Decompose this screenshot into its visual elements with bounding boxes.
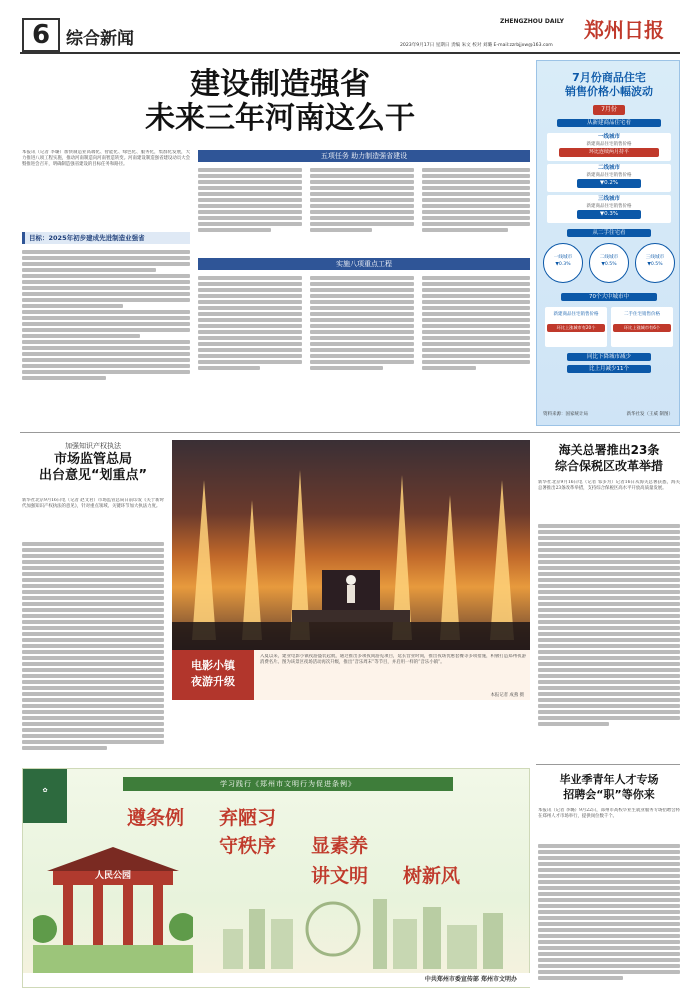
ip-lead: 新华社北京9月16日电（记者 赵文君）市场监管总局日前印发《关于新时代加强知识产权执法的意见》，针对重点领域、关键环节加大执法力度。 bbox=[22, 498, 164, 510]
main-body-col1 bbox=[22, 248, 190, 408]
right-divider bbox=[536, 764, 680, 765]
jobfair-headline-line1: 毕业季青年人才专场 bbox=[559, 773, 659, 786]
date-line: 2023年9月17日 星期日 责编 朱文 校对 刘璐 E-mail:zzrbjjxw@163.com bbox=[400, 43, 553, 48]
customs-body bbox=[538, 522, 680, 734]
main-body-col6 bbox=[310, 274, 414, 414]
page-number: 6 bbox=[22, 18, 60, 52]
infographic-title-line2: 销售价格小幅波动 bbox=[565, 85, 653, 98]
customs-headline bbox=[538, 442, 680, 474]
circle-tier1 bbox=[543, 243, 583, 283]
tier-list bbox=[547, 133, 671, 223]
tier3-card bbox=[547, 195, 671, 223]
main-headline bbox=[120, 68, 440, 136]
emblem-icon: ✿ bbox=[42, 787, 48, 794]
tier2-note: 新建商品住宅销售价格 bbox=[586, 173, 632, 178]
banner-top-line: 学习践行《郑州市文明行为促进条例》 bbox=[123, 777, 453, 791]
jobfair-headline-line2: 招聘会“职”等你来 bbox=[563, 788, 655, 801]
second-home-rise-card bbox=[611, 307, 673, 347]
section-heading-five-tasks: 五项任务 助力制造强省建设 bbox=[198, 150, 530, 162]
jobfair-lead: 本报讯（记者 李璐）9月22日，郑州市高校毕业生就业服务专场招聘会将在郑州人才市场举行，提供岗位数千个。 bbox=[538, 808, 680, 820]
park-gate-illustration bbox=[33, 829, 193, 979]
new-home-rise-card bbox=[545, 307, 607, 347]
circle-tier2 bbox=[589, 243, 629, 283]
night-tour-photo bbox=[172, 440, 530, 650]
stage-fireworks-illustration bbox=[172, 440, 530, 650]
seventy-cities-subheading: 70个大中城市中 bbox=[561, 293, 657, 301]
slogan-2: 弃陋习 bbox=[219, 807, 277, 829]
main-body-col4 bbox=[422, 166, 530, 256]
circle-tier2-label: 二线城市 bbox=[599, 255, 619, 260]
tier1-label: 一线城市 bbox=[597, 134, 620, 140]
new-home-rise-count: 环比上涨城市有20个 bbox=[547, 324, 605, 332]
second-hand-subheading: 从二手住宅看 bbox=[567, 229, 651, 237]
infographic-source: 资料来源：国家统计局 bbox=[543, 412, 588, 417]
circle-tier3-value: ▼0.5% bbox=[647, 262, 663, 267]
tier1-card bbox=[547, 133, 671, 161]
jobfair-body bbox=[538, 842, 680, 988]
infographic-title-line1: 7月份商品住宅 bbox=[572, 71, 646, 84]
ip-headline-line1: 市场监管总局 bbox=[53, 452, 132, 467]
slogan-6: 树新风 bbox=[403, 865, 461, 887]
infographic-credit: 新华社发（王威 制图） bbox=[626, 412, 673, 417]
masthead-en: ZHENGZHOU DAILY bbox=[500, 18, 564, 25]
masthead-logo: 郑州日报 bbox=[584, 18, 664, 42]
photo-caption-box bbox=[172, 650, 530, 700]
photo-caption-title-line1: 电影小镇 bbox=[191, 659, 235, 672]
new-home-rise-label: 新建商品住宅销售价格 bbox=[553, 312, 599, 317]
header-rule bbox=[20, 52, 680, 54]
goal-subheading: 目标：2025年初步建成先进制造业强省 bbox=[22, 232, 190, 244]
main-body-col2 bbox=[198, 166, 302, 256]
ip-kicker: 加强知识产权执法 bbox=[65, 442, 121, 450]
park-gate-sign: 人民公园 bbox=[94, 871, 131, 881]
tier3-label: 三线城市 bbox=[597, 196, 620, 202]
civilization-banner bbox=[22, 768, 530, 988]
customs-lead: 新华社北京9月16日电（记者 邹多为）记者16日从海关总署获悉，海关总署推出23条改革举措，支持综合保税区高水平开放高质量发展。 bbox=[538, 480, 680, 492]
circle-tier3-label: 三线城市 bbox=[645, 255, 665, 260]
tier2-card bbox=[547, 164, 671, 192]
tier3-badge: ▼0.3% bbox=[577, 210, 641, 219]
tier2-badge: ▼0.2% bbox=[577, 179, 641, 188]
ip-enforcement-article bbox=[22, 440, 164, 484]
slogan-1: 遵条例 bbox=[127, 807, 185, 829]
yoy-note-1: 同比下降城市减少 bbox=[567, 353, 651, 361]
ip-body bbox=[22, 540, 164, 760]
photo-byline: 本报记者 成燕 摄 bbox=[490, 693, 524, 698]
customs-headline-line2: 综合保税区改革举措 bbox=[554, 459, 663, 473]
second-home-rise-count: 环比上涨城市有6个 bbox=[613, 324, 671, 332]
new-home-subheading: 从新建商品住宅看 bbox=[557, 119, 661, 127]
tier1-note: 新建商品住宅销售价格 bbox=[586, 142, 632, 147]
main-lead: 本报讯（记者 李璐）加快制造业高端化、智能化、绿色化、服务化，集群化发展，大力推进八项工程实施，推动河南制造向河南智造转变。河南建设制造强省建设动员大会暨推进会召开，明确制造强省建设的目标任务和路径。 bbox=[22, 150, 190, 168]
section-heading-eight-projects: 实施八项重点工程 bbox=[198, 258, 530, 270]
main-body-col3 bbox=[310, 166, 414, 256]
customs-headline-line1: 海关总署推出23条 bbox=[558, 443, 660, 457]
city-skyline-illustration bbox=[223, 889, 523, 969]
banner-emblem bbox=[23, 769, 67, 823]
circle-tier3 bbox=[635, 243, 675, 283]
ip-headline-line2: 出台意见“划重点” bbox=[38, 468, 148, 483]
section-divider bbox=[20, 432, 680, 433]
tier3-note: 新建商品住宅销售价格 bbox=[586, 204, 632, 209]
circle-tier2-value: ▼0.5% bbox=[601, 262, 617, 267]
slogan-4: 显素养 bbox=[311, 835, 369, 857]
section-title: 综合新闻 bbox=[66, 29, 134, 49]
banner-footer: 中共郑州市委宣传部 郑州市文明办 bbox=[23, 973, 531, 987]
second-hand-circles bbox=[543, 243, 675, 287]
photo-caption-title-line2: 夜游升级 bbox=[191, 675, 235, 688]
circle-tier1-value: ▼0.3% bbox=[555, 262, 571, 267]
main-headline-line2: 未来三年河南这么干 bbox=[145, 101, 415, 136]
tier2-label: 二线城市 bbox=[597, 165, 620, 171]
circle-tier1-label: 一线城市 bbox=[553, 255, 573, 260]
month-tag: 7月份 bbox=[593, 105, 625, 115]
main-body-col5 bbox=[198, 274, 302, 414]
second-home-rise-label: 二手住宅销售价格 bbox=[624, 312, 660, 317]
main-body-col7 bbox=[422, 274, 530, 414]
slogan-3: 守秩序 bbox=[219, 835, 277, 857]
tier1-badge: 环比连续两月持平 bbox=[559, 148, 659, 157]
yoy-note-2: 比上月减少11个 bbox=[567, 365, 651, 373]
slogan-5: 讲文明 bbox=[311, 865, 369, 887]
jobfair-headline bbox=[538, 772, 680, 802]
photo-caption: 入夏以来，建业电影小镇夜游盛装起航，通过推出多项夜间游览项目，延长营业时间，推出夜场优惠套餐等多项措施，积极打造郑州夜游消费名片。图为该景区夜场活动再次升级，推出“音乐周末”等节目，并启用一样的“音乐小镇”。 bbox=[260, 654, 526, 666]
housing-price-infographic bbox=[536, 60, 680, 426]
main-headline-line1: 建设制造强省 bbox=[190, 67, 370, 102]
photo-caption-title bbox=[172, 650, 254, 700]
